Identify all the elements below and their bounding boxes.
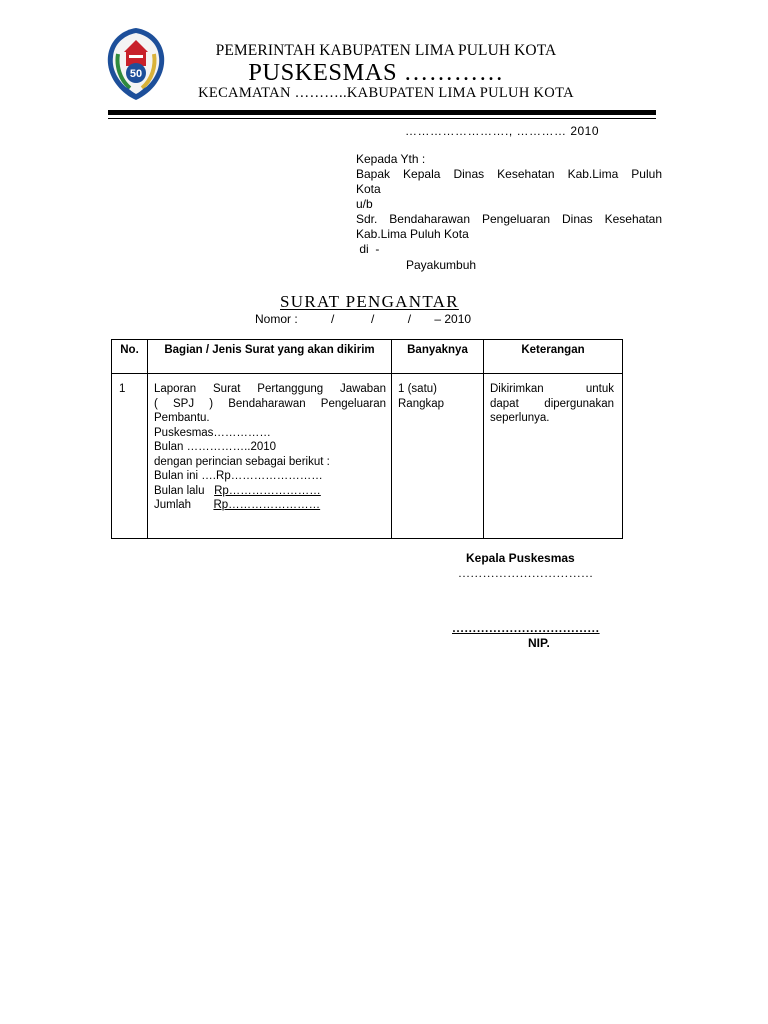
desc-line: dengan perincian sebagai berikut : xyxy=(154,455,330,468)
desc-line: Laporan Surat Pertanggung Jawaban xyxy=(154,383,386,395)
signature-name: ……………………………… xyxy=(452,621,600,635)
recipient-line: Kota xyxy=(356,182,381,196)
amount-label: Bulan ini …. xyxy=(154,470,217,482)
amount-this-month xyxy=(154,469,386,484)
row-number: 1 xyxy=(119,383,126,395)
amount-value: Rp…………………… xyxy=(214,484,321,497)
remarks-line: dapat dipergunakan xyxy=(490,397,614,410)
desc-line: Bulan ……………..2010 xyxy=(154,441,277,453)
letter-title: SURAT PENGANTAR xyxy=(280,292,459,311)
quantity-line: 1 (satu) xyxy=(398,383,437,395)
quantity-line: Rangkap xyxy=(398,397,445,410)
recipient-greeting: Kepada Yth : xyxy=(356,152,426,166)
row-description xyxy=(148,374,391,513)
table-header-row xyxy=(112,340,623,374)
header-banyaknya: Banyaknya xyxy=(392,340,484,374)
recipient-line: u/b xyxy=(356,197,373,211)
date-line: ……………………., ………… 2010 xyxy=(405,124,600,138)
letter-number: Nomor : / / / – 2010 xyxy=(255,312,472,326)
letterhead-government: PEMERINTAH KABUPATEN LIMA PULUH KOTA xyxy=(215,42,557,59)
desc-line: Puskesmas…………… xyxy=(154,426,271,439)
row-remarks xyxy=(484,374,622,426)
signature-dots: …………………………… xyxy=(458,566,594,580)
letterhead-district: KECAMATAN ………..KABUPATEN LIMA PULUH KOTA xyxy=(198,85,574,101)
recipient-line: Sdr. Bendaharawan Pengeluaran Dinas Kesehatan xyxy=(356,212,662,226)
document-table xyxy=(111,339,623,539)
remarks-line: Dikirimkan untuk xyxy=(490,383,614,395)
recipient-line: Bapak Kepala Dinas Kesehatan Kab.Lima Puluh xyxy=(356,167,662,181)
letterhead-puskesmas: PUSKESMAS ………… xyxy=(248,59,504,86)
amount-value: Rp…………………… xyxy=(213,499,321,511)
letterhead-rule-thin xyxy=(108,118,656,119)
amount-last-month xyxy=(154,484,386,499)
row-quantity xyxy=(392,374,483,411)
recipient-line: Kab.Lima Puluh Kota xyxy=(356,227,469,241)
header-keterangan: Keterangan xyxy=(484,340,623,374)
amount-value: Rp…………………… xyxy=(216,470,323,482)
letterhead-rule-thick xyxy=(108,110,656,115)
desc-line: ( SPJ ) Bendaharawan Pengeluaran xyxy=(154,397,386,410)
amount-label: Bulan lalu xyxy=(154,484,215,497)
amount-total xyxy=(154,498,386,513)
recipient-line: di - xyxy=(356,242,380,256)
header-bagian: Bagian / Jenis Surat yang akan dikirim xyxy=(148,340,392,374)
emblem-number: 50 xyxy=(129,68,143,80)
regency-emblem-icon xyxy=(104,26,168,102)
header-no: No. xyxy=(112,340,148,374)
signature-nip: NIP. xyxy=(528,636,550,650)
desc-line: Pembantu. xyxy=(154,412,210,424)
amount-label: Jumlah xyxy=(154,499,214,511)
table-row xyxy=(112,374,623,539)
recipient-block xyxy=(356,152,662,273)
signature-title: Kepala Puskesmas xyxy=(466,551,575,565)
remarks-line: seperlunya. xyxy=(490,412,550,424)
recipient-city: Payakumbuh xyxy=(406,258,477,272)
